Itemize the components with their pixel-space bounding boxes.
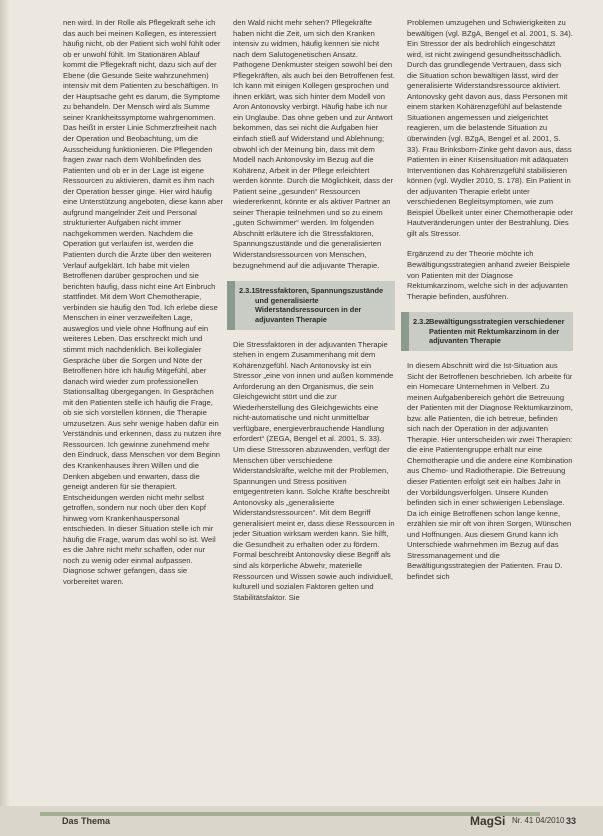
- heading-accent-bar: [401, 312, 409, 351]
- column-2-bottom-paragraph: Die Stressfaktoren in der adjuvanten Therapie stehen in engem Zusammenhang mit dem Kohärenzgefühl. Nach Antonovsky ist ein Stressor „eine von innen und außen kommende Anforderung an den Organismus, die sein Gleichgewicht stört und die zur Wiederherstellung des Gleichgewichts eine nicht-automatische und nicht unmittelbar verfügbare, energieverbrauchende Handlung erfordert“ (ZEGA, Bengel et al. 2001, S. 33). Um diese Stressoren abzuwenden, verfügt der Menschen über verschiedene Widerstandskräfte, welche mit der Problemen, Spannungen und Stress positiven entgegentreten kann. Solche Kräfte beschreibt Antonovsky als „generalisierte Widerstandsressourcen“. Mit dem Begriff generalisiert meint er, dass diese Ressourcen in jeder Situation wirksam werden kann. Sie hilft, die Gesundheit zu erhalten oder zu fördern. Formal beschreibt Antonovsky diese Begriff als sind als körperliche Abwehr, materielle Ressourcen und Wissen sowie auch individuell, kulturell und sozialen Faktoren gelten und Stabilitätsfaktor. Sie: [233, 339, 395, 602]
- footer-accent-line: [40, 812, 540, 816]
- text-column-1: [63, 18, 223, 588]
- text-column-2: [233, 18, 395, 603]
- section-title: Bewältigungsstrategien verschiedener Patienten mit Rektumkarzinom in der adjuvanten Therapie: [429, 317, 565, 346]
- footer-issue: Nr. 41 04/2010: [512, 816, 565, 825]
- section-number: 2.3.1: [239, 286, 256, 296]
- section-number: 2.3.2: [413, 317, 430, 327]
- footer-section-label: Das Thema: [62, 816, 111, 826]
- column-3-bottom-paragraph: In diesem Abschnitt wird die Ist-Situation aus Sicht der Betroffenen beschrieben. Ich arbeite für ein Homecare Unternehmen in Velbert. Zu meinen Aufgabenbereich gehört die Betreuung der Patienten mit der Diagnose Rektumkarzinom, bzw. alle Patienten, die ich betreue, befinden sich nach der Operation in der adjuvanten Therapie. Hier unterscheiden wir zwei Therapien: die eine Patientengruppe erhält nur eine Chemotherapie und die andere eine Kombination aus Chemo- und Radiotherapie. Die Betreuung dieser Patienten erfolgt seit ein halbes Jahr in der Vorbildungsverfolgen. Unsere Kunden befinden sich in einer schwierigen Lebenslage. Da ich einige Betroffenen schon lange kenne, erzählen sie mir oft von ihren Sorgen, Wünschen und Hoffnungen. Aus diesem Grund kann ich Unterschiede wahrnehmen im Bezug auf das Stressmanagement und die Bewältigungsstrategien der Patienten. Frau D. befindet sich: [407, 361, 573, 581]
- footer-magazine-name: MagSi: [470, 814, 506, 828]
- column-2-top-paragraph: den Wald nicht mehr sehen? Pflegekräfte haben nicht die Zeit, um sich den Kranken intensiv zu widmen, häufig kennen sie nicht nach dem Salutogenetischen Ansatz. Pathogene Denkmuster steigen sowohl bei den Pflegekräften, als auch bei den Betroffenen fest. Ich kann mit einigen Kollegen gesprochen und ihnen erklärt, was sich hinter dem Modell von Aron Antonovsky verbirgt. Häufig habe ich nur ein Unglaube. Das ohne geben und zur Antwort bekommen, das sei nicht die Aufgaben hier einfach stieß auf Widerstand und Ablehnung; obwohl ich der Meinung bin, dass mit dem Modell nach Antonovsky im Bezug auf die Kohärenz, Arbeit in der Pflege erleichtert werden könnte. Durch die Möglichkeit, dass der Patient seine „gesunden“ Ressourcen wiedererkennt, könnte er als aktiver Partner an seiner Therapie teilnehmen und so zu einem „guten Schwimmer“ werden. Im folgenden Abschnitt erläutere ich die Stressfaktoren, Spannungszustände und die generalisierten Widerstandsressourcen von Menschen, bezugnehmend auf die adjuvante Therapie.: [233, 18, 395, 270]
- column-3-paragraph-1: Problemen umzugehen und Schwierigkeiten zu bewältigen (vgl. BZgA, Bengel et al. 2001, S. 34). Ein Stressor der als bedrohlich eingeschätzt wird, ist nicht zwingend gesundheitsschädlich. Durch das grundlegende Vertrauen, dass sich die Situation schon bewältigen lässt, wird der generalisierte Widerstandsressource aktiviert. Antonovsky geht davon aus, dass Personen mit einem starken Kohärenzgefühl auf belastende Situationen angemessen und zielgerichtet reagieren, um die belastende Situation zu überwinden (vgl. BZgA, Bengel et al. 2001, S. 33). Frau Brinksborn-Zinke geht davon aus, dass Patienten in einer Krisensituation mit adäquaten Interventionen das Kohärenzgefühl stabilisieren können (vgl. Wydler 2010, S. 178). Ein Patient in der adjuvanten Therapie erlebt unter verschiedenen Begleitsymptomen, wie zum Beispiel Übelkeit unter einer Chemotherapie oder Hautveränderungen unter der Bestrahlung. Dies gilt als Stressor.: [407, 18, 573, 238]
- scan-edge-shadow: [0, 0, 10, 836]
- section-title: Stressfaktoren, Spannungszustände und generalisierte Widerstandsressourcen in der adjuvanten Therapie: [255, 286, 384, 324]
- text-column-3: [407, 18, 573, 582]
- section-heading-2-3-1: [233, 281, 395, 329]
- column-3-paragraph-2: Ergänzend zu der Theorie möchte ich Bewältigungsstrategien anhand zweier Beispiele von Patienten mit der Diagnose Rektumkarzinom, welche sich in der adjuvanten Therapie befinden, ausführen.: [407, 249, 570, 301]
- heading-accent-bar: [227, 281, 235, 329]
- section-heading-2-3-2: [407, 312, 573, 351]
- column-1-paragraph: nen wird. In der Rolle als Pflegekraft sehe ich das auch bei meinen Kollegen, es interessiert häufig nicht, ob der Patient sich wohl fühlt oder ob er unwohl fühlt. Im Stationären Ablauf kommt die Pflegekraft nicht, dazu sich auf der Ebene (die Gesunde Seite wahrzunehmen) intensiv mit dem Patienten zu beschäftigen. In der Hauptsache geht es darum, die Symptome zu behandeln. Der Mensch wird als Summe seiner Krankheitssymptome wahrgenommen. Das heißt in erster Linie Schmerzfreiheit nach der Operation und Beobachtung, um die Ausscheidung funktionieren. Die Pflegenden fragen zwar nach dem Wohlbefinden des Patienten und ob er in der Lage ist eigene Ressourcen zu aktivieren, damit es ihm nach der Operation besser ginge. Hier wird häufig eine Unterstützung angeboten, diese kann aber aufgrund mangelnder Zeit und Personal strukturierter Aufgaben nicht immer nachgekommen werden. Nachdem die Operation gut verlaufen ist, werden die Patienten durch die Ärzte über den weiteren Verlauf aufgeklärt. Ich habe mit vielen Betroffenen darüber gesprochen und sie berichten häufig, dass nicht eine Art Einbruch stattfindet. Mit dem Wort Chemotherapie, verbinden sie häufig den Tod. Ich erlebe diese Menschen in einer verzweifelten Lage, ausweglos und viele ohne Hoffnung auf ein weiteres Leben. Das erschreckt mich und stimmt mich nachdenklich. Bei kollegialer Gespräche über die Sorgen und Nöte der Betroffenen höre ich häufig Mitgefühl, aber danach wird wieder zum professionellen Stationsalltag übergegangen. In Gesprächen mit den Patienten stelle ich häufig die Frage, ob sie sich vorstellen können, die Therapie umzusetzen. Aus sehr wenige haben dafür ein Verständnis und erkennen, dass zu nutzen ihre Ressourcen. Ich gewinne zunehmend mehr den Eindruck, dass Menschen vor dem Beginn des Krankenhauses ihren Willen und die Denken abgeben und erwarten, dass die geneigt anderen für sie therapiert. Entscheidungen werden nicht mehr selbst getroffen, sondern nur noch über den Kopf hinweg vom Krankenhauspersonal entschieden. In dieser Situation stelle ich mir häufig die Frage, warum das wohl so ist. Weil es die Jahre nicht mehr schaffen, oder nur noch zu wenig oder einmal aufpassen. Diagnose schwer gefangen, dass sie vorbereitet waren.: [63, 18, 224, 586]
- page-number: 33: [566, 816, 577, 826]
